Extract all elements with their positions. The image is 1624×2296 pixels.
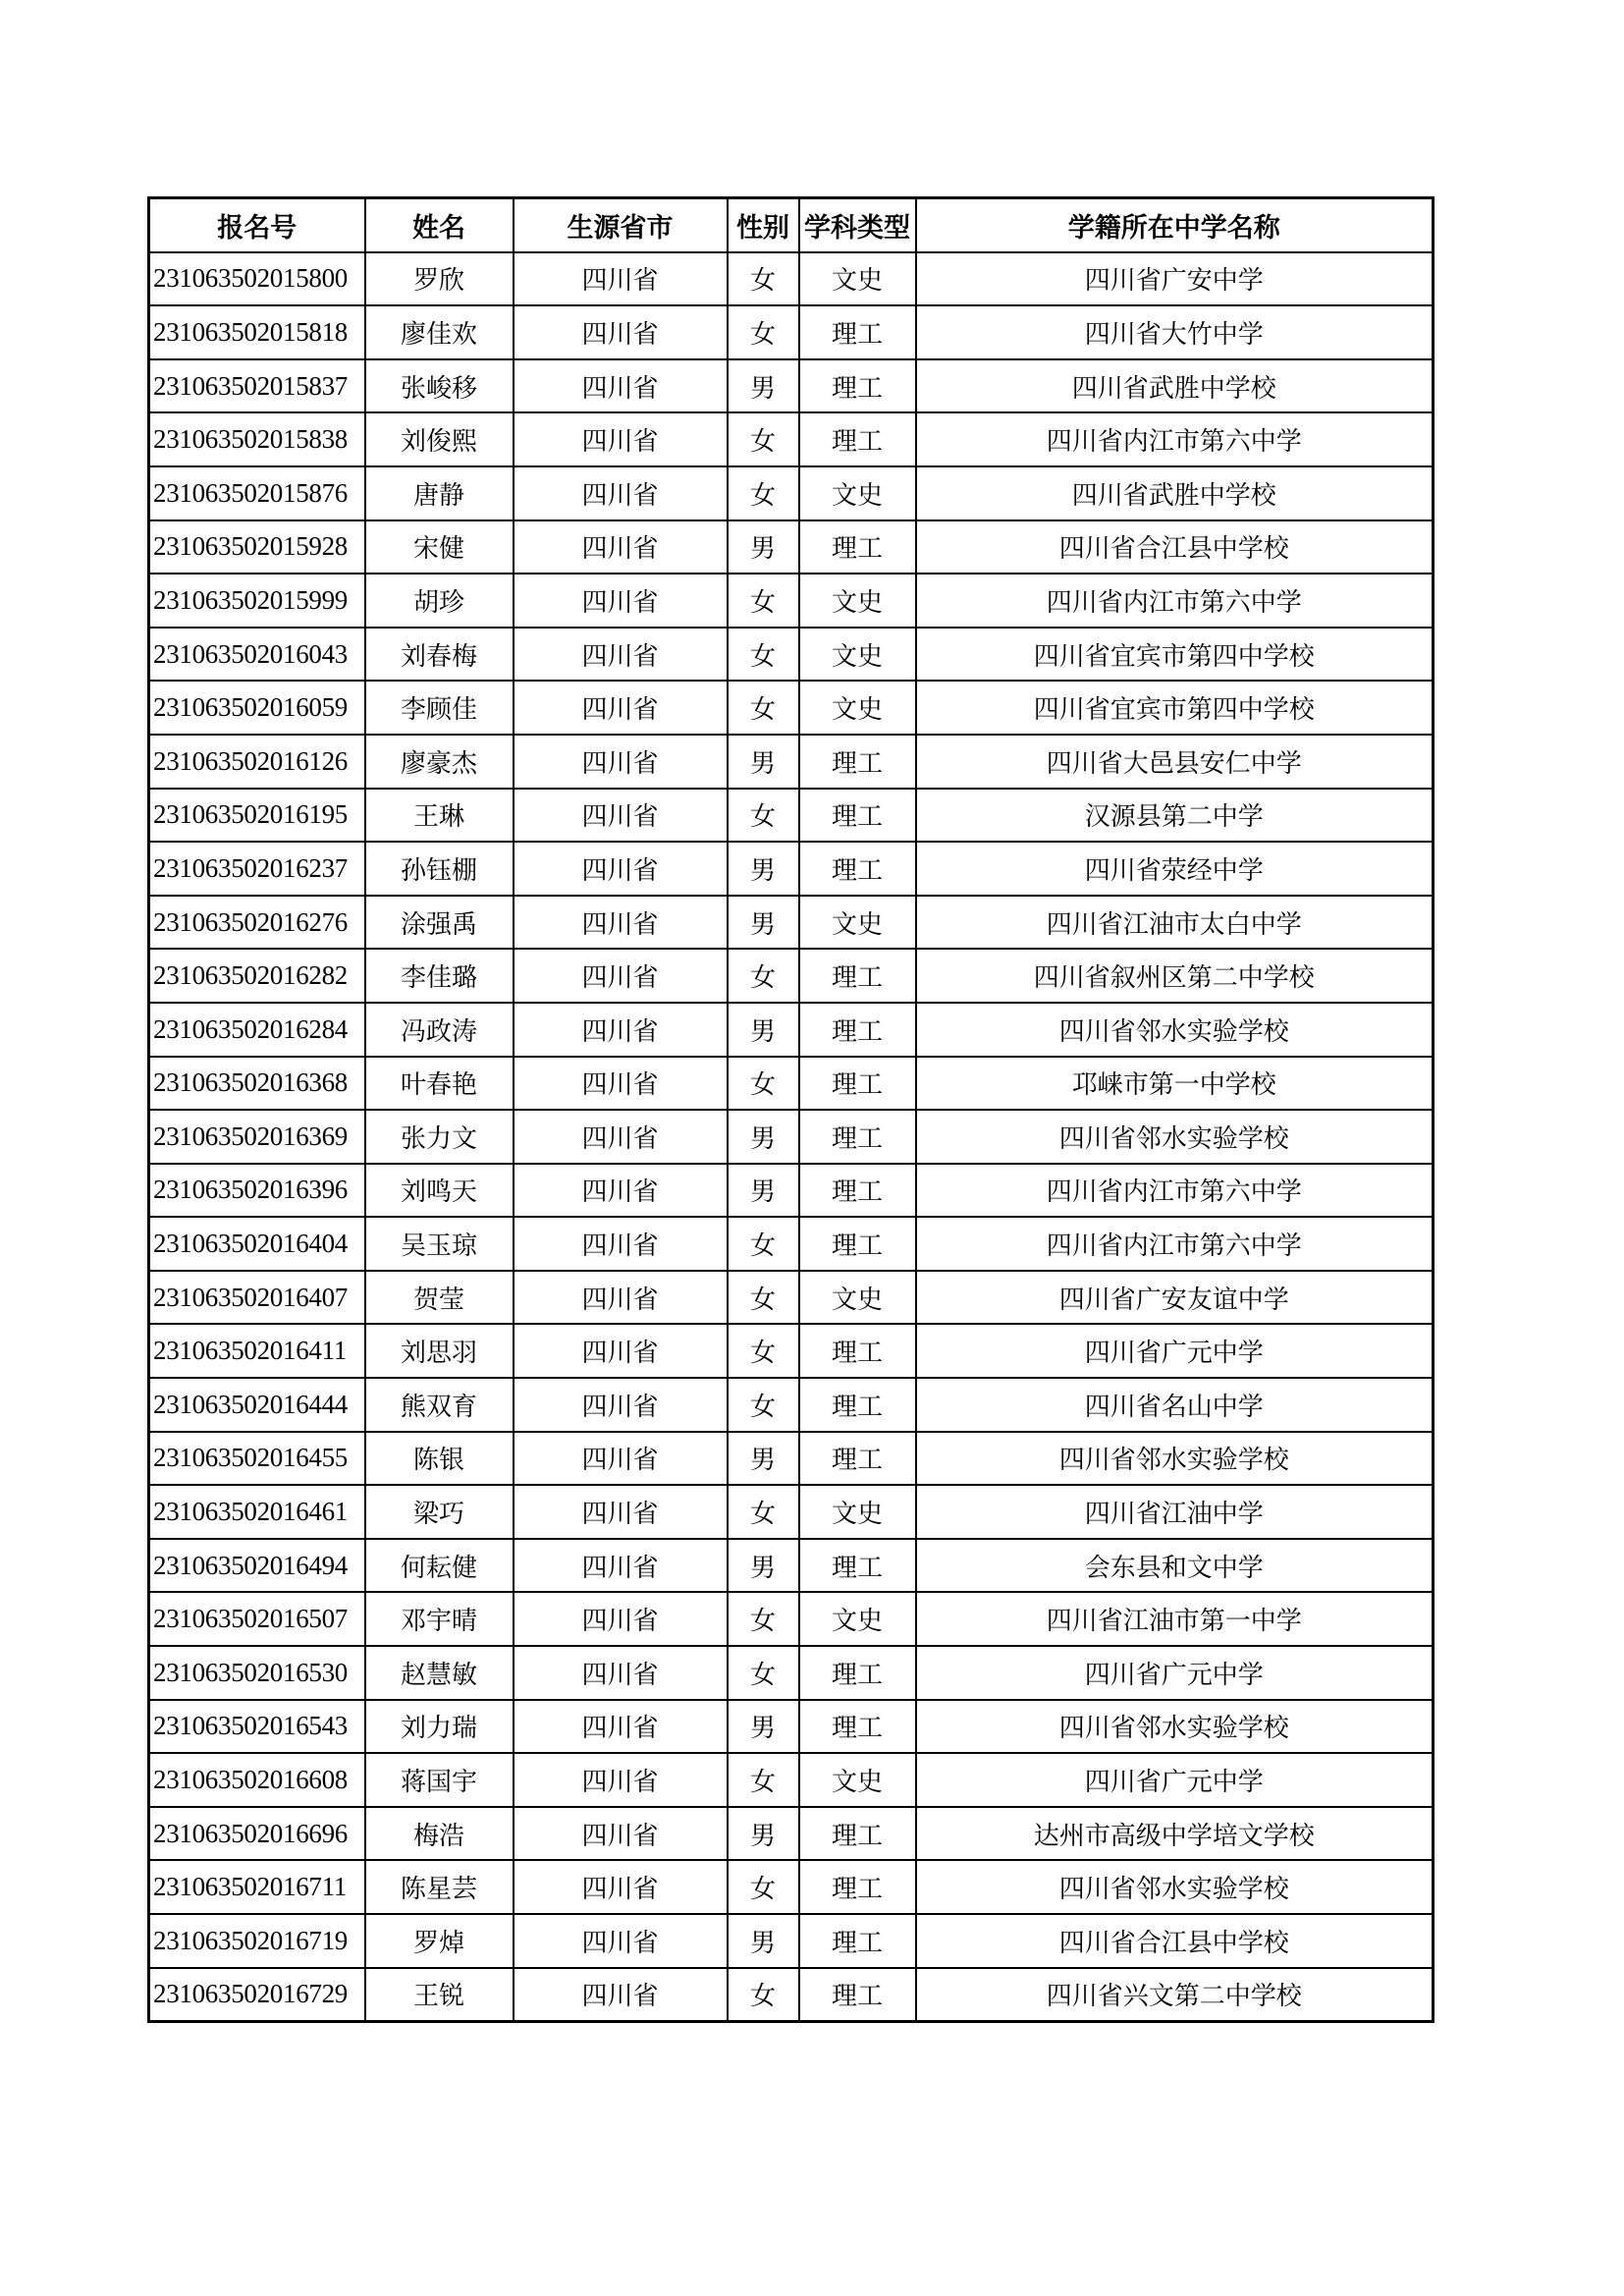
gender-cell: 男 xyxy=(728,1539,799,1593)
gender-cell: 男 xyxy=(728,1110,799,1164)
school-name-cell: 四川省邻水实验学校 xyxy=(916,1432,1434,1486)
subject-type-cell: 理工 xyxy=(799,1968,916,2022)
subject-type-cell: 理工 xyxy=(799,412,916,466)
gender-cell: 男 xyxy=(728,1003,799,1057)
gender-cell: 女 xyxy=(728,949,799,1003)
province-cell: 四川省 xyxy=(514,1164,728,1218)
table-row xyxy=(149,1914,1434,1968)
name-cell: 张力文 xyxy=(365,1110,514,1164)
name-cell: 罗焯 xyxy=(365,1914,514,1968)
province-cell: 四川省 xyxy=(514,1807,728,1861)
gender-cell: 女 xyxy=(728,1271,799,1325)
province-cell: 四川省 xyxy=(514,1646,728,1700)
subject-type-cell: 文史 xyxy=(799,1753,916,1807)
gender-cell: 女 xyxy=(728,1968,799,2022)
registration-no-cell: 231063502016530 xyxy=(149,1646,365,1700)
province-cell: 四川省 xyxy=(514,1485,728,1539)
province-cell: 四川省 xyxy=(514,1753,728,1807)
subject-type-cell: 文史 xyxy=(799,1271,916,1325)
province-cell: 四川省 xyxy=(514,1539,728,1593)
gender-cell: 女 xyxy=(728,1753,799,1807)
school-name-cell: 四川省广安友谊中学 xyxy=(916,1271,1434,1325)
name-cell: 宋健 xyxy=(365,520,514,574)
table-row xyxy=(149,735,1434,789)
table-row xyxy=(149,1432,1434,1486)
school-name-cell: 四川省内江市第六中学 xyxy=(916,1217,1434,1271)
gender-cell: 男 xyxy=(728,1700,799,1754)
registration-no-cell: 231063502015928 xyxy=(149,520,365,574)
subject-type-cell: 理工 xyxy=(799,1003,916,1057)
table-row xyxy=(149,252,1434,306)
registration-no-cell: 231063502016411 xyxy=(149,1324,365,1378)
school-name-cell: 四川省内江市第六中学 xyxy=(916,412,1434,466)
roster-table xyxy=(147,196,1435,2023)
gender-cell: 女 xyxy=(728,1057,799,1111)
school-name-cell: 四川省荥经中学 xyxy=(916,842,1434,896)
province-cell: 四川省 xyxy=(514,1003,728,1057)
table-row xyxy=(149,1164,1434,1218)
name-cell: 刘鸣天 xyxy=(365,1164,514,1218)
school-name-cell: 四川省兴文第二中学校 xyxy=(916,1968,1434,2022)
name-cell: 陈银 xyxy=(365,1432,514,1486)
province-cell: 四川省 xyxy=(514,735,728,789)
subject-type-cell: 理工 xyxy=(799,1807,916,1861)
name-cell: 李顾佳 xyxy=(365,681,514,735)
registration-no-cell: 231063502016126 xyxy=(149,735,365,789)
table-row xyxy=(149,520,1434,574)
subject-type-cell: 理工 xyxy=(799,789,916,843)
subject-type-cell: 理工 xyxy=(799,1914,916,1968)
province-cell: 四川省 xyxy=(514,628,728,682)
table-row xyxy=(149,789,1434,843)
registration-no-cell: 231063502016368 xyxy=(149,1057,365,1111)
school-name-cell: 汉源县第二中学 xyxy=(916,789,1434,843)
registration-no-cell: 231063502016043 xyxy=(149,628,365,682)
gender-cell: 女 xyxy=(728,1485,799,1539)
registration-no-cell: 231063502016444 xyxy=(149,1378,365,1432)
gender-cell: 男 xyxy=(728,1807,799,1861)
province-cell: 四川省 xyxy=(514,252,728,306)
province-cell: 四川省 xyxy=(514,1057,728,1111)
gender-cell: 男 xyxy=(728,520,799,574)
school-name-cell: 四川省合江县中学校 xyxy=(916,1914,1434,1968)
school-name-cell: 四川省内江市第六中学 xyxy=(916,574,1434,628)
name-cell: 叶春艳 xyxy=(365,1057,514,1111)
subject-type-cell: 理工 xyxy=(799,735,916,789)
province-cell: 四川省 xyxy=(514,574,728,628)
subject-type-cell: 文史 xyxy=(799,574,916,628)
table-row xyxy=(149,359,1434,413)
gender-cell: 女 xyxy=(728,252,799,306)
school-name-cell: 四川省武胜中学校 xyxy=(916,359,1434,413)
province-cell: 四川省 xyxy=(514,305,728,359)
name-cell: 廖佳欢 xyxy=(365,305,514,359)
registration-no-cell: 231063502016543 xyxy=(149,1700,365,1754)
registration-no-cell: 231063502016407 xyxy=(149,1271,365,1325)
school-name-cell: 四川省广元中学 xyxy=(916,1324,1434,1378)
school-name-cell: 四川省邻水实验学校 xyxy=(916,1700,1434,1754)
name-cell: 贺莹 xyxy=(365,1271,514,1325)
school-name-cell: 四川省邻水实验学校 xyxy=(916,1003,1434,1057)
table-row xyxy=(149,628,1434,682)
table-row xyxy=(149,1700,1434,1754)
registration-no-cell: 231063502016282 xyxy=(149,949,365,1003)
gender-cell: 男 xyxy=(728,735,799,789)
subject-type-cell: 文史 xyxy=(799,466,916,520)
gender-cell: 女 xyxy=(728,1592,799,1646)
province-cell: 四川省 xyxy=(514,1860,728,1914)
registration-no-cell: 231063502016455 xyxy=(149,1432,365,1486)
name-cell: 王锐 xyxy=(365,1968,514,2022)
registration-no-cell: 231063502016396 xyxy=(149,1164,365,1218)
table-row xyxy=(149,1378,1434,1432)
province-cell: 四川省 xyxy=(514,1700,728,1754)
province-cell: 四川省 xyxy=(514,1378,728,1432)
name-cell: 刘思羽 xyxy=(365,1324,514,1378)
name-cell: 罗欣 xyxy=(365,252,514,306)
province-cell: 四川省 xyxy=(514,1271,728,1325)
name-cell: 涂强禹 xyxy=(365,896,514,950)
school-name-cell: 四川省名山中学 xyxy=(916,1378,1434,1432)
school-name-cell: 四川省叙州区第二中学校 xyxy=(916,949,1434,1003)
gender-cell: 女 xyxy=(728,1324,799,1378)
province-cell: 四川省 xyxy=(514,949,728,1003)
gender-cell: 女 xyxy=(728,574,799,628)
name-cell: 刘春梅 xyxy=(365,628,514,682)
school-name-cell: 四川省宜宾市第四中学校 xyxy=(916,628,1434,682)
school-name-cell: 邛崃市第一中学校 xyxy=(916,1057,1434,1111)
name-cell: 张峻移 xyxy=(365,359,514,413)
header-registration-no: 报名号 xyxy=(149,198,365,252)
gender-cell: 女 xyxy=(728,1378,799,1432)
province-cell: 四川省 xyxy=(514,1217,728,1271)
gender-cell: 男 xyxy=(728,1914,799,1968)
province-cell: 四川省 xyxy=(514,1432,728,1486)
table-row xyxy=(149,842,1434,896)
header-province: 生源省市 xyxy=(514,198,728,252)
table-row xyxy=(149,1485,1434,1539)
table-row xyxy=(149,1753,1434,1807)
table-row xyxy=(149,896,1434,950)
subject-type-cell: 理工 xyxy=(799,1217,916,1271)
table-row xyxy=(149,1324,1434,1378)
school-name-cell: 四川省江油市第一中学 xyxy=(916,1592,1434,1646)
subject-type-cell: 文史 xyxy=(799,1592,916,1646)
subject-type-cell: 理工 xyxy=(799,1700,916,1754)
table-row xyxy=(149,949,1434,1003)
subject-type-cell: 文史 xyxy=(799,628,916,682)
table-row xyxy=(149,412,1434,466)
province-cell: 四川省 xyxy=(514,789,728,843)
registration-no-cell: 231063502016696 xyxy=(149,1807,365,1861)
subject-type-cell: 理工 xyxy=(799,1860,916,1914)
registration-no-cell: 231063502016494 xyxy=(149,1539,365,1593)
table-row xyxy=(149,1807,1434,1861)
table-row xyxy=(149,1271,1434,1325)
name-cell: 李佳璐 xyxy=(365,949,514,1003)
school-name-cell: 会东县和文中学 xyxy=(916,1539,1434,1593)
table-row xyxy=(149,1110,1434,1164)
gender-cell: 女 xyxy=(728,466,799,520)
header-row xyxy=(149,198,1434,252)
registration-no-cell: 231063502016729 xyxy=(149,1968,365,2022)
name-cell: 何耘健 xyxy=(365,1539,514,1593)
province-cell: 四川省 xyxy=(514,1592,728,1646)
subject-type-cell: 理工 xyxy=(799,1539,916,1593)
school-name-cell: 四川省广元中学 xyxy=(916,1646,1434,1700)
name-cell: 赵慧敏 xyxy=(365,1646,514,1700)
gender-cell: 女 xyxy=(728,789,799,843)
table-row xyxy=(149,1539,1434,1593)
name-cell: 刘俊熙 xyxy=(365,412,514,466)
gender-cell: 女 xyxy=(728,1860,799,1914)
header-name: 姓名 xyxy=(365,198,514,252)
subject-type-cell: 文史 xyxy=(799,252,916,306)
name-cell: 王琳 xyxy=(365,789,514,843)
subject-type-cell: 理工 xyxy=(799,1324,916,1378)
subject-type-cell: 文史 xyxy=(799,1485,916,1539)
name-cell: 孙钰棚 xyxy=(365,842,514,896)
registration-no-cell: 231063502015838 xyxy=(149,412,365,466)
school-name-cell: 四川省广安中学 xyxy=(916,252,1434,306)
subject-type-cell: 理工 xyxy=(799,520,916,574)
subject-type-cell: 理工 xyxy=(799,1057,916,1111)
header-subject-type: 学科类型 xyxy=(799,198,916,252)
province-cell: 四川省 xyxy=(514,1968,728,2022)
province-cell: 四川省 xyxy=(514,842,728,896)
table-row xyxy=(149,305,1434,359)
registration-no-cell: 231063502016719 xyxy=(149,1914,365,1968)
gender-cell: 男 xyxy=(728,1164,799,1218)
registration-no-cell: 231063502015837 xyxy=(149,359,365,413)
roster-body xyxy=(149,252,1434,2022)
registration-no-cell: 231063502016369 xyxy=(149,1110,365,1164)
name-cell: 梁巧 xyxy=(365,1485,514,1539)
school-name-cell: 四川省内江市第六中学 xyxy=(916,1164,1434,1218)
province-cell: 四川省 xyxy=(514,1914,728,1968)
province-cell: 四川省 xyxy=(514,466,728,520)
subject-type-cell: 理工 xyxy=(799,1646,916,1700)
province-cell: 四川省 xyxy=(514,412,728,466)
table-row xyxy=(149,1646,1434,1700)
gender-cell: 女 xyxy=(728,412,799,466)
registration-no-cell: 231063502016608 xyxy=(149,1753,365,1807)
gender-cell: 男 xyxy=(728,842,799,896)
registration-no-cell: 231063502016507 xyxy=(149,1592,365,1646)
school-name-cell: 四川省宜宾市第四中学校 xyxy=(916,681,1434,735)
school-name-cell: 四川省广元中学 xyxy=(916,1753,1434,1807)
registration-no-cell: 231063502016711 xyxy=(149,1860,365,1914)
province-cell: 四川省 xyxy=(514,359,728,413)
registration-no-cell: 231063502015876 xyxy=(149,466,365,520)
table-row xyxy=(149,466,1434,520)
school-name-cell: 四川省合江县中学校 xyxy=(916,520,1434,574)
school-name-cell: 四川省江油中学 xyxy=(916,1485,1434,1539)
registration-no-cell: 231063502016276 xyxy=(149,896,365,950)
name-cell: 刘力瑞 xyxy=(365,1700,514,1754)
registration-no-cell: 231063502016404 xyxy=(149,1217,365,1271)
subject-type-cell: 理工 xyxy=(799,305,916,359)
registration-no-cell: 231063502015818 xyxy=(149,305,365,359)
registration-no-cell: 231063502016059 xyxy=(149,681,365,735)
gender-cell: 女 xyxy=(728,305,799,359)
registration-no-cell: 231063502016237 xyxy=(149,842,365,896)
name-cell: 蒋国宇 xyxy=(365,1753,514,1807)
name-cell: 胡珍 xyxy=(365,574,514,628)
table-row xyxy=(149,681,1434,735)
name-cell: 冯政涛 xyxy=(365,1003,514,1057)
registration-no-cell: 231063502016461 xyxy=(149,1485,365,1539)
subject-type-cell: 理工 xyxy=(799,1164,916,1218)
header-school-name: 学籍所在中学名称 xyxy=(916,198,1434,252)
school-name-cell: 四川省大竹中学 xyxy=(916,305,1434,359)
school-name-cell: 四川省邻水实验学校 xyxy=(916,1860,1434,1914)
registration-no-cell: 231063502016195 xyxy=(149,789,365,843)
gender-cell: 男 xyxy=(728,896,799,950)
table-row xyxy=(149,1217,1434,1271)
province-cell: 四川省 xyxy=(514,1110,728,1164)
table-row xyxy=(149,1003,1434,1057)
gender-cell: 男 xyxy=(728,1432,799,1486)
name-cell: 吴玉琼 xyxy=(365,1217,514,1271)
province-cell: 四川省 xyxy=(514,896,728,950)
name-cell: 廖豪杰 xyxy=(365,735,514,789)
table-row xyxy=(149,1057,1434,1111)
school-name-cell: 四川省武胜中学校 xyxy=(916,466,1434,520)
gender-cell: 女 xyxy=(728,1646,799,1700)
table-row xyxy=(149,1968,1434,2022)
subject-type-cell: 理工 xyxy=(799,842,916,896)
subject-type-cell: 理工 xyxy=(799,949,916,1003)
subject-type-cell: 理工 xyxy=(799,1378,916,1432)
registration-no-cell: 231063502015800 xyxy=(149,252,365,306)
subject-type-cell: 文史 xyxy=(799,681,916,735)
school-name-cell: 四川省大邑县安仁中学 xyxy=(916,735,1434,789)
gender-cell: 女 xyxy=(728,628,799,682)
school-name-cell: 达州市高级中学培文学校 xyxy=(916,1807,1434,1861)
name-cell: 陈星芸 xyxy=(365,1860,514,1914)
subject-type-cell: 理工 xyxy=(799,359,916,413)
subject-type-cell: 理工 xyxy=(799,1110,916,1164)
name-cell: 邓宇晴 xyxy=(365,1592,514,1646)
registration-no-cell: 231063502015999 xyxy=(149,574,365,628)
registration-no-cell: 231063502016284 xyxy=(149,1003,365,1057)
table-row xyxy=(149,1860,1434,1914)
subject-type-cell: 理工 xyxy=(799,1432,916,1486)
table-row xyxy=(149,574,1434,628)
gender-cell: 女 xyxy=(728,681,799,735)
province-cell: 四川省 xyxy=(514,681,728,735)
header-gender: 性别 xyxy=(728,198,799,252)
school-name-cell: 四川省江油市太白中学 xyxy=(916,896,1434,950)
gender-cell: 男 xyxy=(728,359,799,413)
name-cell: 唐静 xyxy=(365,466,514,520)
province-cell: 四川省 xyxy=(514,520,728,574)
subject-type-cell: 文史 xyxy=(799,896,916,950)
name-cell: 梅浩 xyxy=(365,1807,514,1861)
province-cell: 四川省 xyxy=(514,1324,728,1378)
name-cell: 熊双育 xyxy=(365,1378,514,1432)
gender-cell: 女 xyxy=(728,1217,799,1271)
table-row xyxy=(149,1592,1434,1646)
school-name-cell: 四川省邻水实验学校 xyxy=(916,1110,1434,1164)
